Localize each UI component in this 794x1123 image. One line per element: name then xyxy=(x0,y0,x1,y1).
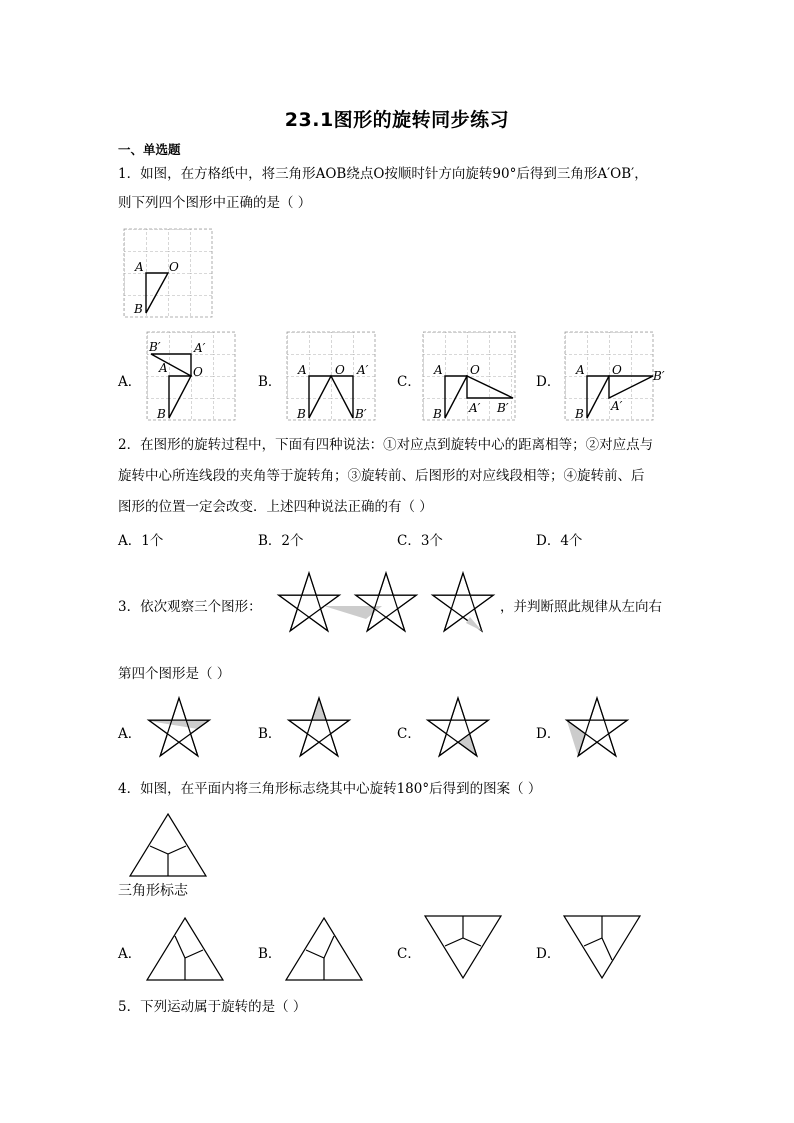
q4-option-a-figure xyxy=(145,916,225,982)
q1-label-a: A xyxy=(135,260,144,274)
q1-line2: 则下列四个图形中正确的是（ ） xyxy=(118,195,312,211)
q2-line2: 旋转中心所连线段的夹角等于旋转角；③旋转前、后图形的对应线段相等；④旋转前、后 xyxy=(118,468,645,484)
q3-star-sequence xyxy=(276,571,496,637)
q1-option-a-figure xyxy=(147,332,235,420)
svg-text:A′: A′ xyxy=(194,341,206,355)
q3-option-d[interactable]: D． xyxy=(536,726,561,742)
svg-text:B: B xyxy=(157,407,166,421)
q4-option-d[interactable]: D． xyxy=(536,946,561,962)
q2-line3: 图形的位置一定会改变．上述四种说法正确的有（ ） xyxy=(118,499,433,515)
svg-text:B: B xyxy=(575,407,584,421)
q1-option-d-figure xyxy=(565,332,665,421)
q4-caption: 三角形标志 xyxy=(118,883,188,899)
q1-original-figure xyxy=(124,229,212,317)
q3-prefix: 3．依次观察三个图形： xyxy=(118,599,262,615)
q4-option-d-figure xyxy=(562,914,642,980)
svg-text:B: B xyxy=(297,407,306,421)
q1-option-b[interactable]: B． xyxy=(258,374,282,390)
q3-option-b-star xyxy=(286,697,352,763)
q2-option-a[interactable]: A．1个 xyxy=(118,533,164,549)
page-title: 23.1图形的旋转同步练习 xyxy=(284,109,510,131)
q3-option-a-star xyxy=(146,697,212,763)
svg-text:B′: B′ xyxy=(497,401,509,415)
q1-option-c-figure xyxy=(423,332,515,420)
svg-text:A′: A′ xyxy=(611,399,623,413)
q2-line1: 2．在图形的旋转过程中，下面有四种说法：①对应点到旋转中心的距离相等；②对应点与 xyxy=(118,437,654,453)
q4-triangle-logo xyxy=(128,812,208,878)
q1-line1: 1．如图，在方格纸中，将三角形AOB绕点O按顺时针方向旋转90°后得到三角形A′OB′， xyxy=(118,166,648,182)
q1-option-b-figure xyxy=(287,332,375,420)
q3-suffix: ，并判断照此规律从左向右 xyxy=(500,599,662,615)
svg-text:A: A xyxy=(159,361,168,375)
q4-line1: 4．如图，在平面内将三角形标志绕其中心旋转180°后得到的图案（ ） xyxy=(118,781,542,797)
svg-text:B′: B′ xyxy=(355,407,367,421)
svg-text:A: A xyxy=(298,363,307,377)
q1-option-d[interactable]: D． xyxy=(536,374,561,390)
q2-option-b[interactable]: B．2个 xyxy=(258,533,304,549)
q1-option-c[interactable]: C． xyxy=(397,374,421,390)
q4-option-a[interactable]: A． xyxy=(118,946,142,962)
svg-text:O: O xyxy=(612,363,622,377)
q4-option-c[interactable]: C． xyxy=(397,946,421,962)
svg-text:A: A xyxy=(576,363,585,377)
q2-option-c[interactable]: C．3个 xyxy=(397,533,443,549)
svg-text:A: A xyxy=(434,363,443,377)
svg-text:O: O xyxy=(335,363,345,377)
q4-option-c-figure xyxy=(423,914,503,980)
q5-line1: 5．下列运动属于旋转的是（ ） xyxy=(118,999,307,1015)
q3-option-c-star xyxy=(425,697,491,763)
svg-text:O: O xyxy=(470,363,480,377)
svg-text:B: B xyxy=(433,407,442,421)
svg-text:A′: A′ xyxy=(357,363,369,377)
q2-option-d[interactable]: D．4个 xyxy=(536,533,583,549)
q1-label-b: B xyxy=(134,302,143,316)
svg-text:B′: B′ xyxy=(653,369,665,383)
q4-option-b[interactable]: B． xyxy=(258,946,282,962)
q3-option-d-star xyxy=(564,697,630,763)
svg-text:B′: B′ xyxy=(149,340,161,354)
q1-label-o: O xyxy=(169,260,179,274)
q3-option-c[interactable]: C． xyxy=(397,726,421,742)
section-heading: 一、单选题 xyxy=(118,142,181,157)
q3-option-b[interactable]: B． xyxy=(258,726,282,742)
q3-line2: 第四个图形是（ ） xyxy=(118,666,231,682)
svg-text:A′: A′ xyxy=(469,401,481,415)
q3-option-a[interactable]: A． xyxy=(118,726,142,742)
q4-option-b-figure xyxy=(284,916,364,982)
q1-option-a[interactable]: A． xyxy=(118,374,142,390)
svg-text:O: O xyxy=(193,365,203,379)
